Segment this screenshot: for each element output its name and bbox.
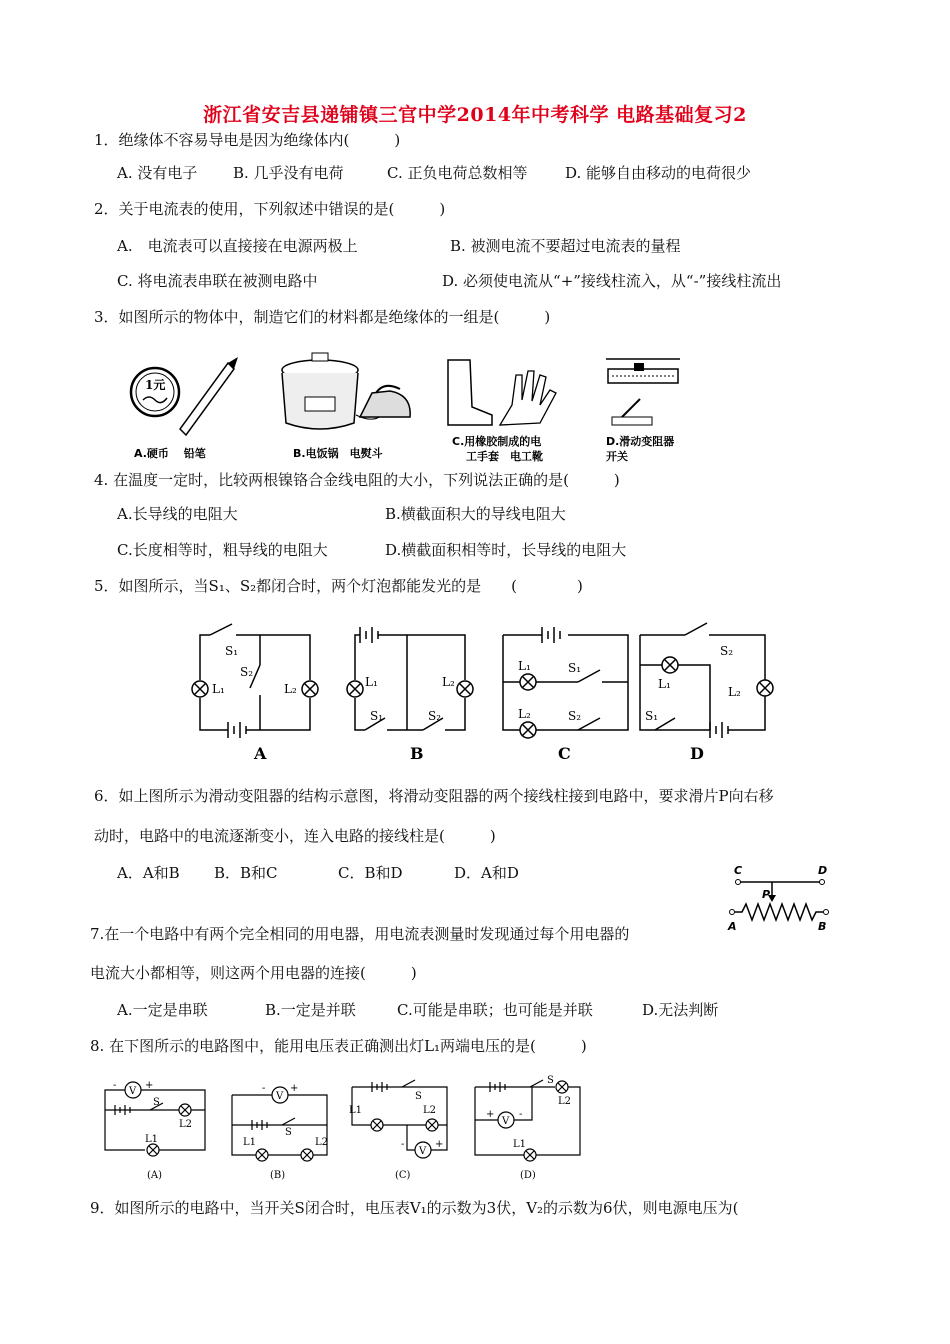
- svg-text:(C): (C): [395, 1170, 411, 1181]
- q6-stem-line2: 动时，电路中的电流逐渐变小，连入电路的接线柱是( ): [94, 827, 496, 845]
- svg-text:A: A: [254, 744, 267, 763]
- svg-text:L1: L1: [243, 1137, 257, 1148]
- q2-stem: 2．关于电流表的使用，下列叙述中错误的是( ): [94, 200, 446, 218]
- q3-stem: 3．如图所示的物体中，制造它们的材料都是绝缘体的一组是( ): [94, 308, 551, 326]
- q3-caption-d1: D.滑动变阻器: [606, 435, 675, 448]
- rubber-boot-icon: [448, 360, 492, 425]
- svg-text:L₁: L₁: [365, 675, 378, 689]
- svg-text:L2: L2: [423, 1105, 437, 1116]
- svg-text:+: +: [435, 1139, 444, 1150]
- svg-text:(D): (D): [520, 1170, 536, 1181]
- svg-text:S₁: S₁: [568, 661, 582, 675]
- svg-text:V: V: [502, 1116, 510, 1127]
- q8-circuit-c: [352, 1080, 447, 1158]
- svg-text:-: -: [113, 1080, 117, 1091]
- circuit-c: [503, 627, 628, 738]
- knife-switch-icon: [612, 399, 652, 425]
- coin-icon: [131, 368, 179, 416]
- svg-text:S₂: S₂: [720, 644, 734, 658]
- svg-text:S₁: S₁: [645, 709, 659, 723]
- pencil-icon: [180, 357, 238, 435]
- q6-option-c: C．B和D: [338, 864, 403, 882]
- q4-option-c: C.长度相等时，粗导线的电阻大: [117, 541, 328, 559]
- svg-text:L1: L1: [145, 1134, 159, 1145]
- svg-text:C: C: [734, 864, 743, 877]
- svg-text:C: C: [558, 744, 571, 763]
- svg-text:L₂: L₂: [442, 675, 455, 689]
- q4-option-b: B.横截面积大的导线电阻大: [385, 505, 566, 523]
- svg-text:S: S: [415, 1091, 422, 1102]
- svg-text:+: +: [145, 1080, 154, 1091]
- q8-stem: 8. 在下图所示的电路图中，能用电压表正确测出灯L₁两端电压的是( ): [90, 1037, 587, 1055]
- q7-stem-line2: 电流大小都相等，则这两个用电器的连接( ): [90, 964, 417, 982]
- svg-text:V: V: [276, 1091, 284, 1102]
- q3-caption-b: B.电饭锅 电熨斗: [293, 447, 383, 460]
- q8-circuit-d: [475, 1080, 580, 1161]
- q7-stem-line1: 7.在一个电路中有两个完全相同的用电器，用电流表测量时发现通过每个用电器的: [90, 925, 630, 943]
- q1-option-a: A. 没有电子: [117, 164, 198, 182]
- svg-text:S₁: S₁: [225, 644, 239, 658]
- svg-text:D: D: [690, 744, 704, 763]
- q4-option-d: D.横截面积相等时，长导线的电阻大: [385, 541, 627, 559]
- circuit-a: [192, 624, 318, 738]
- svg-text:L2: L2: [179, 1119, 193, 1130]
- svg-text:-: -: [262, 1083, 266, 1094]
- svg-text:L₁: L₁: [518, 659, 531, 673]
- svg-text:+: +: [290, 1083, 299, 1094]
- svg-text:L2: L2: [315, 1137, 329, 1148]
- q2-option-b: B. 被测电流不要超过电流表的量程: [450, 237, 681, 255]
- svg-text:V: V: [419, 1146, 427, 1157]
- rheostat-icon: [606, 359, 680, 383]
- q1-option-d: D. 能够自由移动的电荷很少: [565, 164, 752, 182]
- q3-caption-c1: C.用橡胶制成的电: [452, 435, 542, 448]
- q2-option-a: A. 电流表可以直接接在电源两极上: [117, 237, 358, 255]
- svg-text:L1: L1: [513, 1139, 527, 1150]
- svg-text:S₂: S₂: [568, 709, 582, 723]
- rubber-glove-icon: [500, 371, 556, 425]
- iron-icon: [360, 386, 410, 417]
- q4-stem: 4. 在温度一定时，比较两根镍铬合金线电阻的大小，下列说法正确的是( ): [94, 471, 620, 489]
- svg-text:B: B: [410, 744, 424, 763]
- svg-text:L₂: L₂: [728, 685, 741, 699]
- svg-text:S₂: S₂: [428, 709, 442, 723]
- q6-stem-line1: 6．如上图所示为滑动变阻器的结构示意图，将滑动变阻器的两个接线柱接到电路中，要求滑片P向右移: [94, 787, 774, 805]
- q7-option-c: C.可能是串联；也可能是并联: [397, 1001, 593, 1019]
- svg-text:V: V: [129, 1086, 137, 1097]
- svg-text:S: S: [153, 1097, 160, 1108]
- q9-stem: 9．如图所示的电路中，当开关S闭合时，电压表V₁的示数为3伏，V₂的示数为6伏，则电源电压为(: [90, 1199, 739, 1217]
- svg-text:S₂: S₂: [240, 665, 254, 679]
- svg-text:P: P: [762, 888, 771, 901]
- svg-text:L1: L1: [349, 1105, 363, 1116]
- q3-caption-c2: 工手套 电工靴: [466, 450, 543, 463]
- svg-text:(B): (B): [270, 1170, 286, 1181]
- q6-option-a: A．A和B: [117, 864, 180, 882]
- svg-text:S: S: [547, 1075, 554, 1086]
- q2-option-d: D. 必须使电流从“+”接线柱流入，从“-”接线柱流出: [442, 272, 782, 290]
- q3-objects-figure: [120, 345, 700, 465]
- q1-stem: 1．绝缘体不容易导电是因为绝缘体内( ): [94, 131, 401, 149]
- q4-option-a: A.长导线的电阻大: [117, 505, 238, 523]
- svg-text:-: -: [401, 1139, 405, 1150]
- svg-text:-: -: [519, 1109, 523, 1120]
- q5-stem: 5．如图所示，当S₁、S₂都闭合时，两个灯泡都能发光的是 ( ): [94, 577, 583, 595]
- page-title: 浙江省安吉县递铺镇三官中学2014年中考科学 电路基础复习2: [203, 104, 747, 126]
- svg-text:B: B: [818, 920, 827, 933]
- svg-text:L₂: L₂: [518, 707, 531, 721]
- svg-text:L₁: L₁: [212, 682, 225, 696]
- q3-caption-a: A.硬币 铅笔: [134, 447, 206, 460]
- svg-text:S: S: [285, 1127, 292, 1138]
- svg-text:D: D: [818, 864, 828, 877]
- svg-text:+: +: [486, 1109, 495, 1120]
- q3-caption-d2: 开关: [606, 450, 628, 463]
- svg-text:S₁: S₁: [370, 709, 384, 723]
- q8-circuits-figure: [95, 1075, 615, 1185]
- q7-option-a: A.一定是串联: [117, 1001, 208, 1019]
- rheostat-diagram: [722, 862, 837, 934]
- svg-text:L2: L2: [558, 1096, 572, 1107]
- q5-circuits-figure: [180, 620, 780, 765]
- svg-text:A: A: [728, 920, 737, 933]
- q7-option-d: D.无法判断: [642, 1001, 719, 1019]
- coin-label: 1元: [145, 378, 166, 392]
- q6-option-b: B．B和C: [214, 864, 278, 882]
- svg-text:(A): (A): [147, 1170, 163, 1181]
- q6-option-d: D．A和D: [454, 864, 519, 882]
- q1-option-b: B. 几乎没有电荷: [233, 164, 344, 182]
- svg-text:L₁: L₁: [658, 677, 671, 691]
- svg-text:L₂: L₂: [284, 682, 297, 696]
- q2-option-c: C. 将电流表串联在被测电路中: [117, 272, 318, 290]
- q1-option-c: C. 正负电荷总数相等: [387, 164, 528, 182]
- q7-option-b: B.一定是并联: [265, 1001, 356, 1019]
